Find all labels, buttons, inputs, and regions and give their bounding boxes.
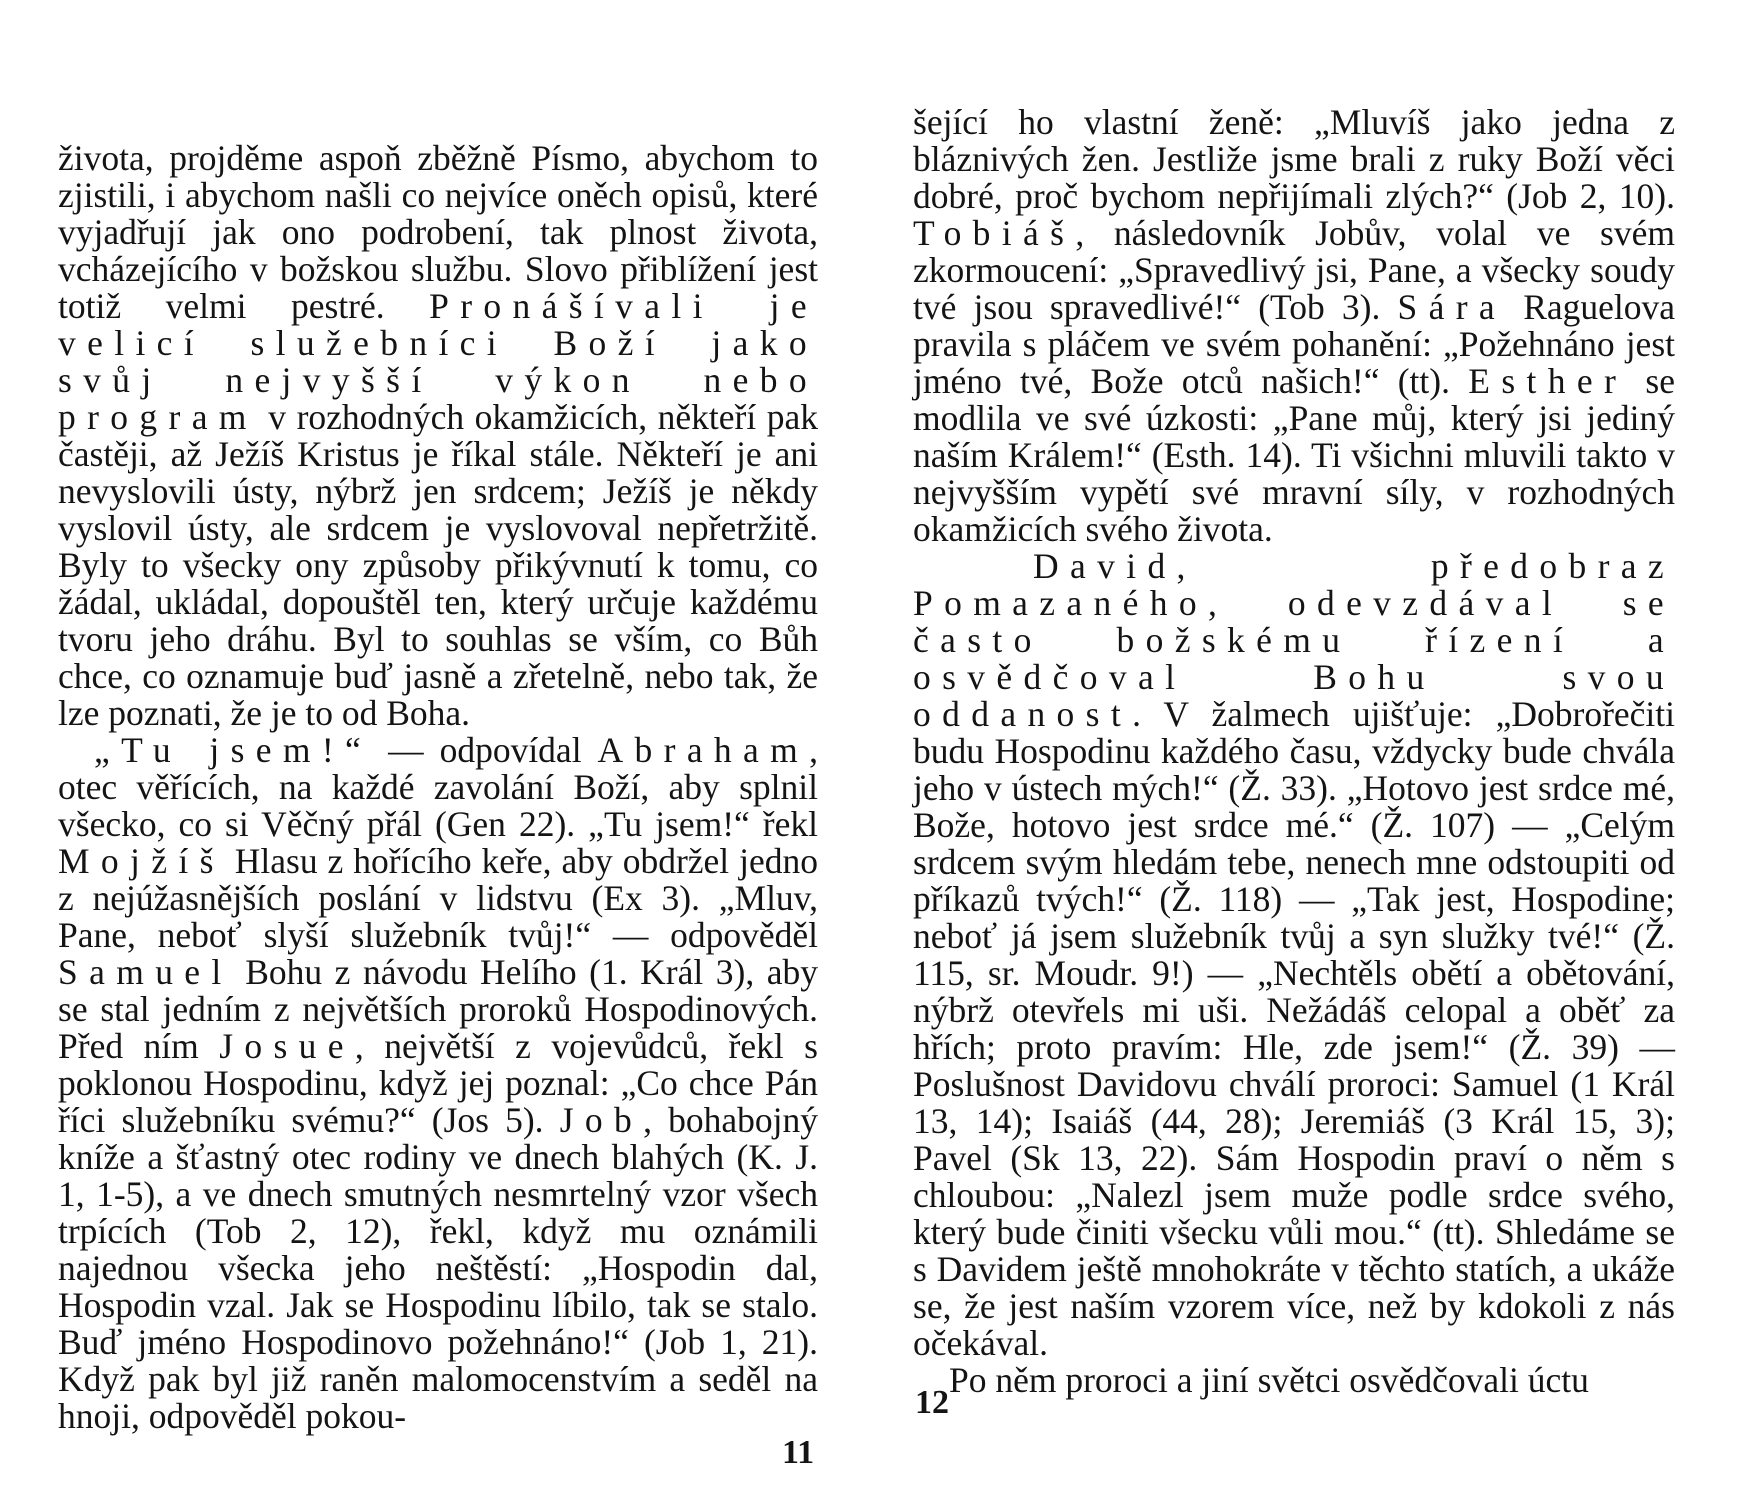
text-run: v rozhodných okamžicích, někteří pak častěji, až Ježíš Kristus je říkal stále. Někteří je ani nevyslovili ústy, nýbrž jen srdcem; Ježíš je někdy vyslovil ústy, ale srdcem je vyslovoval nepřetržitě. Byly to všecky ony způsoby přikývnutí k tomu, co žádal, ukládal, dopouštěl ten, který určuje každému tvoru jeho dráhu. Byl to souhlas se vším, co Bůh chce, co oznamuje buď jasně a zřetelně, nebo tak, že lze poznati, že je to od Boha. (58, 397, 818, 733)
text-run: , největší z vojevůdců, řekl s poklonou Hospodinu, když jej poznal: „Co chce Pán říci služebníku svému?“ (Jos 5). (58, 1026, 818, 1140)
text-run: Bohu z návodu Helího (1. Král 3), aby se stal jedním z největších proroků Hospodinových. Před ním (58, 952, 818, 1066)
spaced-emphasis: Josue (219, 1026, 355, 1066)
text-run: , otec věřících, na každé zavolání Boží, aby splnil všecko, co si Věčný přál (Gen 22). „Tu jsem!“ řekl (58, 730, 819, 844)
text-run: — odpovídal (372, 730, 598, 770)
text-run: šející ho vlastní ženě: „Mluvíš jako jedna z bláznivých žen. Jestliže jsme brali z ruky Boží věci dobré, proč bychom nepřijímali zlých?“ (Job 2, 10). (913, 102, 1675, 216)
left-paragraph-1 (58, 140, 818, 732)
page-number: 11 (782, 1434, 815, 1471)
spaced-emphasis: „Tu jsem!“ (94, 730, 373, 770)
spaced-emphasis: Samuel (58, 952, 233, 992)
text-run: Po něm proroci a jiní světci osvědčovali úctu (949, 1360, 1589, 1400)
text-run: Hlasu z hořícího keře, aby obdržel jedno z nejúžasnějších poslání v lidstvu (Ex 3). „Mluv, Pane, neboť slyší služebník tvůj!“ — odpověděl (58, 841, 818, 955)
text-run: . V žalmech ujišťuje: „Dobrořečiti budu Hospodinu každého času, vždycky bude chvála jeho v ústech mých!“ (Ž. 33). „Hotovo jest srdce mé, Bože, hotovo jest srdce mé.“ (Ž. 107) — „Celým srdcem svým hledám tebe, nenech mne odstoupiti od příkazů tvých!“ (Ž. 118) — „Tak jest, Hospodine; neboť já jsem služebník tvůj a syn služky tvé!“ (Ž. 115, sr. Moudr. 9!) — „Nechtěls obětí a obětování, nýbrž otevřels mi uši. Nežádáš celopal a oběť za hřích; proto pravím: Hle, zde jsem!“ (Ž. 39) — Poslušnost Davidovu chválí proroci: Samuel (1 Král 13, 14); Isaiáš (44, 28); Jeremiáš (3 Král 15, 3); Pavel (Sk 13, 22). Sám Hospodin praví o něm s chloubou: „Nalezl jsem muže podle srdce svého, který bude činiti všecku vůli mou.“ (tt). Shledáme se s Davidem ještě mnohokráte v těchto statích, a ukáže se, že jest naším vzorem více, než by kdokoli z nás očekával. (913, 694, 1675, 1363)
spaced-emphasis: Mojžíš (58, 841, 225, 881)
left-paragraph-2 (58, 732, 818, 1435)
spaced-emphasis: David, předobraz Pomazaného, odevzdával se často božskému řízení a osvědčoval Bohu svou oddanost (913, 546, 1675, 734)
right-page (871, 0, 1742, 1500)
spaced-emphasis: Abraham (597, 730, 810, 770)
spaced-emphasis: Job (559, 1100, 644, 1140)
text-run: , bohabojný kníže a šťastný otec rodiny ve dnech blahých (K. J. 1, 1-5), a ve dnech smutných nesmrtelný vzor všech trpících (Tob 2, 12), řekl, když mu oznámili najednou všecka jeho neštěstí: „Hospodin dal, Hospodin vzal. Jak se Hospodinu líbilo, tak se stalo. Buď jméno Hospodinovo požehnáno!“ (Job 1, 21). Když pak byl již raněn malomocenstvím a seděl na hnoji, odpověděl pokou- (58, 1100, 818, 1436)
right-paragraph-2 (913, 548, 1675, 1362)
right-paragraph-3 (913, 1362, 1675, 1399)
spaced-emphasis: Pronášívali je velicí služebníci Boží jako svůj nejvyšší výkon nebo program (58, 286, 818, 437)
text-run: života, projděme aspoň zběžně Písmo, abychom to zjistili, i abychom našli co nejvíce oněch opisů, které vyjadřují jak ono podrobení, tak plnost života, vcházejícího v božskou službu. Slovo přiblížení jest totiž velmi pestré. (58, 138, 818, 326)
page-number: 12 (915, 1384, 949, 1421)
right-page-text (913, 104, 1675, 1399)
text-run: se modlila ve své úzkosti: „Pane můj, který jsi jediný naším Králem!“ (Esth. 14). Ti všichni mluvili takto v nejvyšším vypětí své mravní síly, v rozhodných okamžicích svého života. (913, 361, 1675, 549)
text-run: , následovník Jobův, volal ve svém zkormoucení: „Spravedlivý jsi, Pane, a všecky soudy tvé jsou spravedlivé!“ (Tob 3). (913, 213, 1675, 327)
left-page-text (58, 140, 818, 1435)
spaced-emphasis: Esther (1468, 361, 1628, 401)
spaced-emphasis: Sára (1397, 287, 1507, 327)
right-paragraph-1 (913, 104, 1675, 548)
text-run: Raguelova pravila s pláčem ve svém pohanění: „Požehnáno jest jméno tvé, Bože otců našich!“ (tt). (913, 287, 1676, 401)
spaced-emphasis: Tobiáš (913, 213, 1076, 253)
